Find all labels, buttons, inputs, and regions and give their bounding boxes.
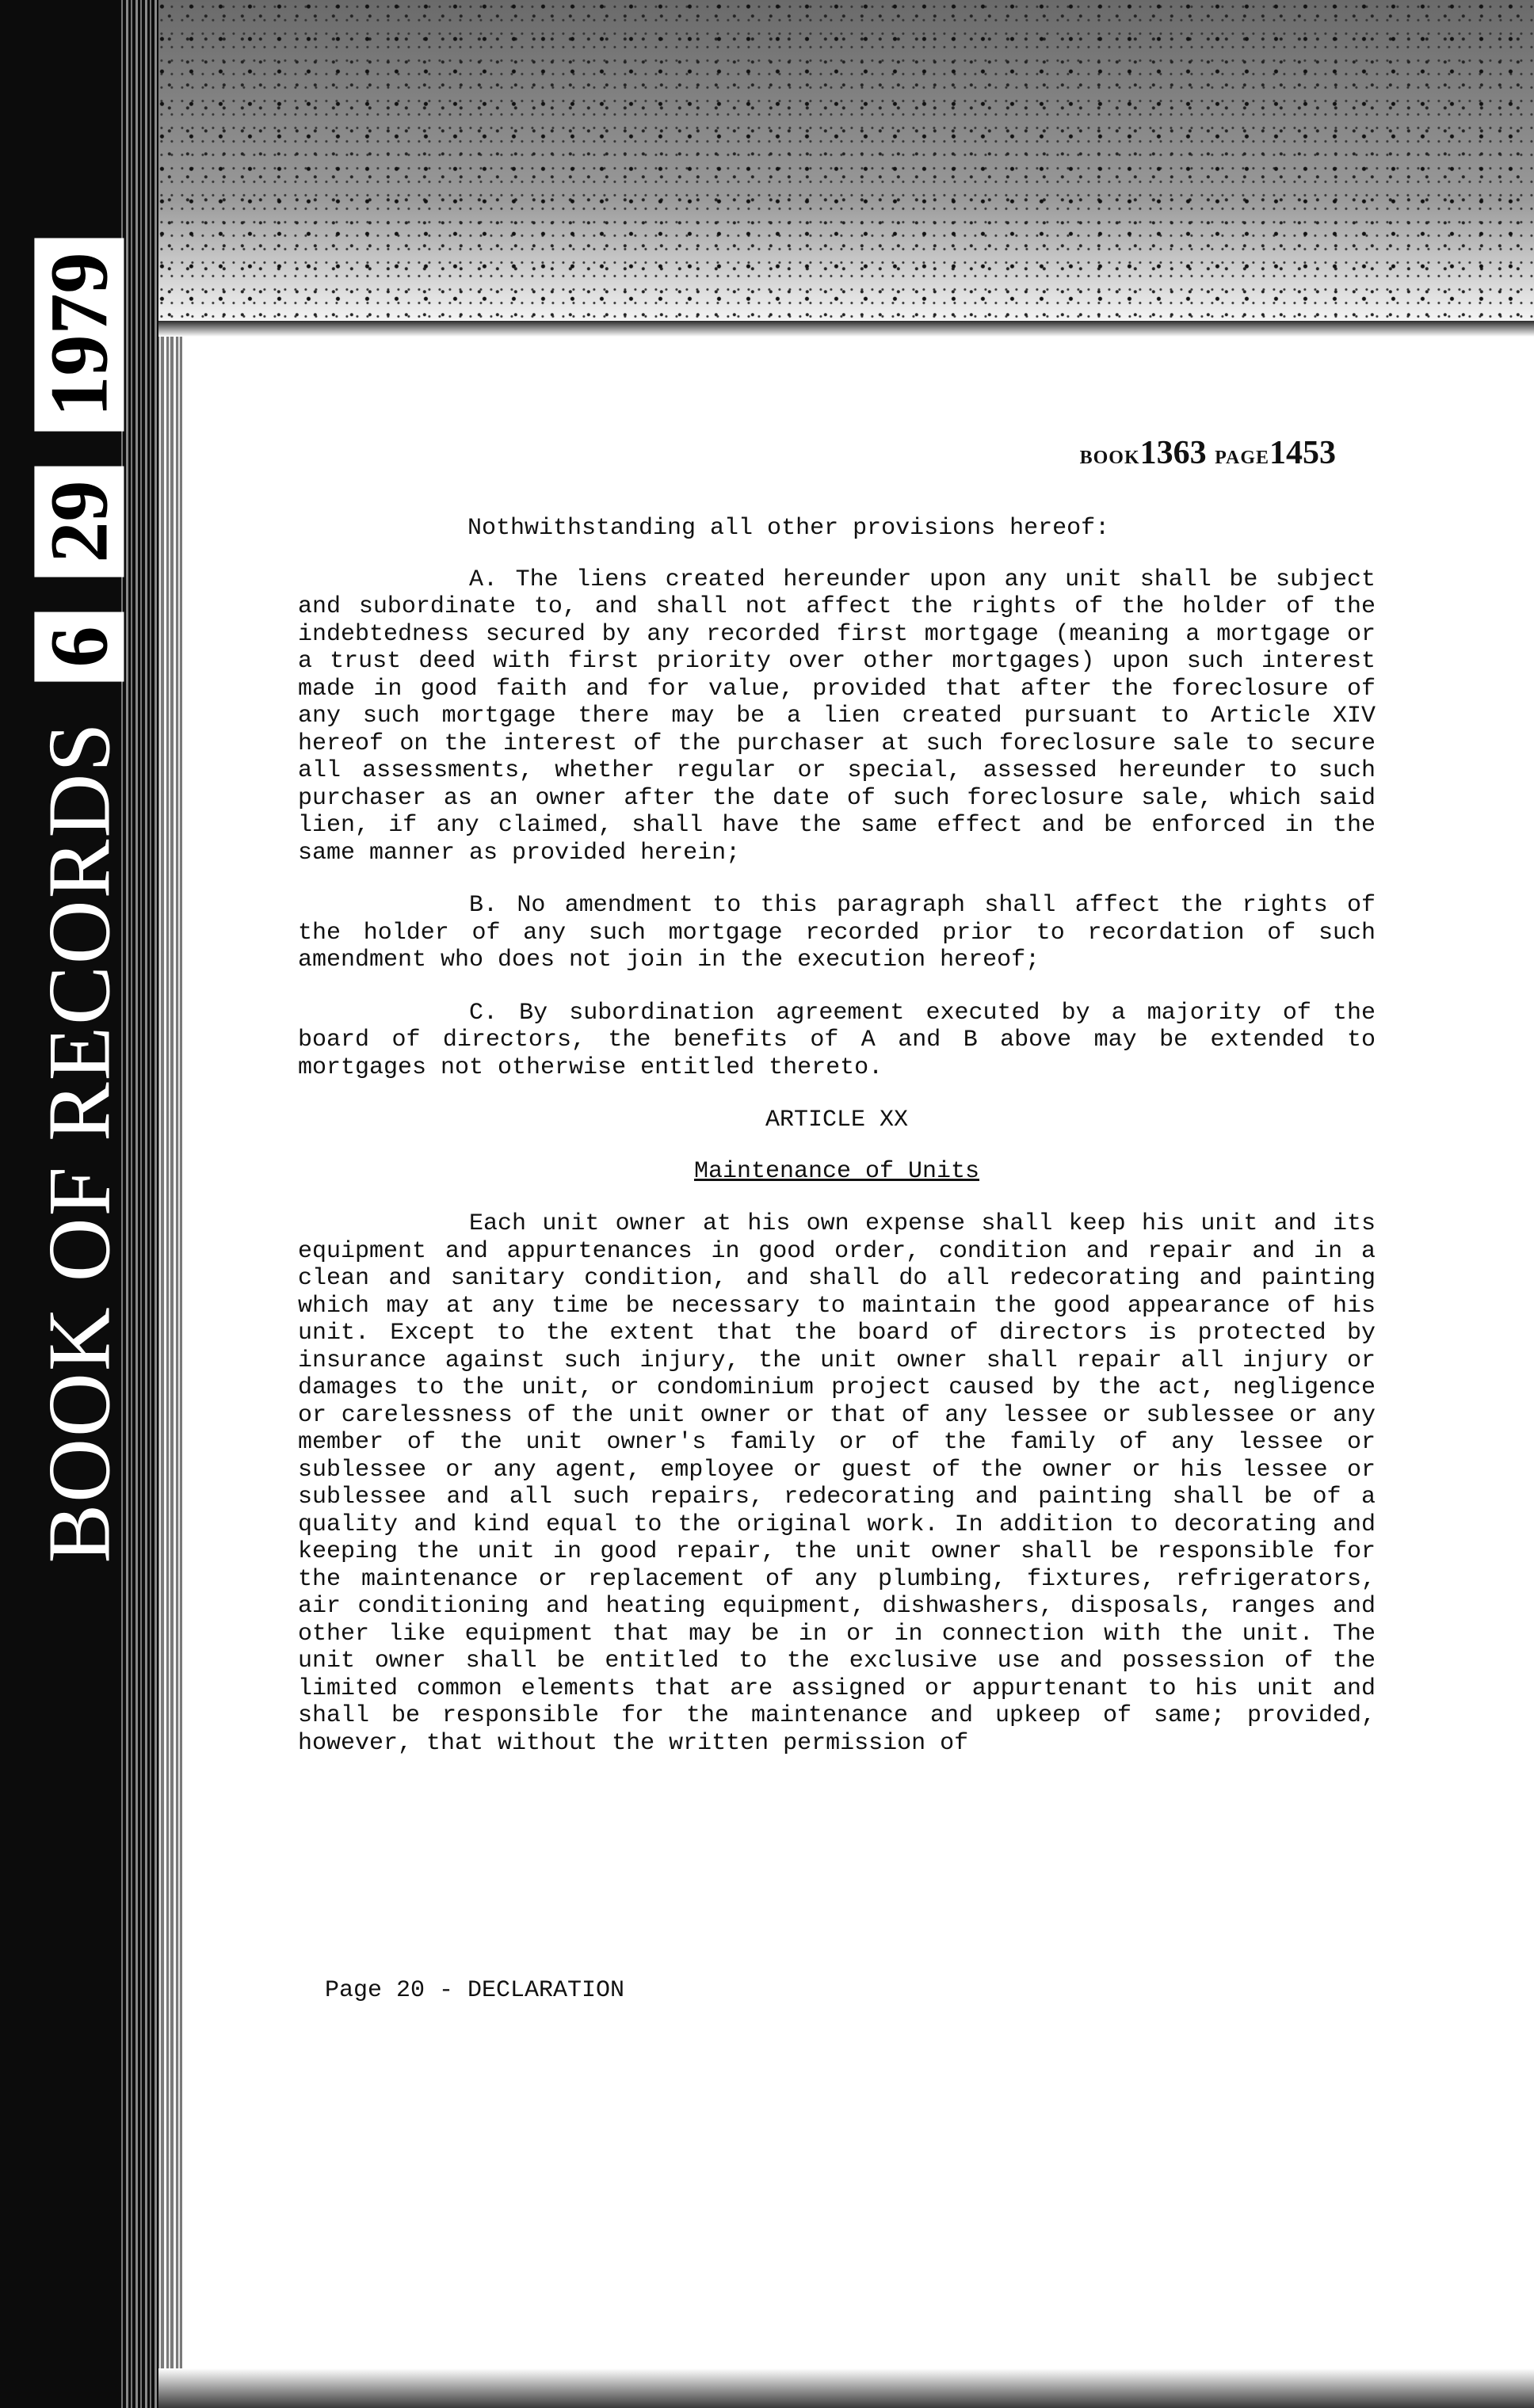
stamp-month: 6 — [34, 612, 124, 681]
page-footer: Page 20 - DECLARATION — [325, 1977, 625, 2004]
document-body — [298, 515, 1376, 1782]
paragraph-a: A. The liens created hereunder upon any unit shall be subject and subordinate to, and shall not affect the rights of the holder of the indebtedness secured by any recorded first mortgage (meaning a mortgage or a trust deed with first priority over other mortgages) upon such interest made in good faith and for value, provided that after the foreclosure of any such mortgage there may be a lien created pursuant to Article XIV hereof on the interest of the purchaser at such foreclosure sale to secure all assessments, whether regular or special, assessed hereunder to such purchaser as an owner after the date of such foreclosure sale, which said lien, if any claimed, shall have the same effect and be enforced in the same manner as provided herein; — [298, 566, 1376, 867]
book-label: BOOK — [1079, 448, 1140, 468]
paragraph-b: B. No amendment to this paragraph shall affect the rights of the holder of any such mortgage recorded prior to recordation of such amendment who does not join in the execution hereof; — [298, 892, 1376, 973]
article-body: Each unit owner at his own expense shall keep his unit and its equipment and appurtenances in good order, condition and repair and in a clean and sanitary condition, and shall do all redecorating and painting which may at any time be necessary to maintain the good appearance of his unit. Except to the extent that the board of directors is protected by insurance against such injury, the unit owner shall repair all injury or damages to the unit, or condominium project caused by the act, negligence or carelessness of the unit owner or that of any lessee or sublessee or any member of the unit owner's family or of the family of any lessee or sublessee or any agent, employee or guest of the owner or his lessee or sublessee and all such repairs, redecorating and painting shall be of a quality and kind equal to the original work. In addition to decorating and keeping the unit in good repair, the unit owner shall be responsible for the maintenance or replacement of any plumbing, fixtures, refrigerators, air conditioning and heating equipment, dishwashers, disposals, ranges and other like equipment that may be in or in connection with the unit. The unit owner shall be entitled to the exclusive use and possession of the limited common elements that are assigned or appurtenant to his unit and shall be responsible for the maintenance and upkeep of same; provided, however, that without the written permission of — [298, 1210, 1376, 1757]
book-page-reference — [1080, 434, 1336, 472]
stamp-day: 29 — [34, 466, 124, 577]
record-strip — [0, 0, 158, 2408]
stamp-year: 1979 — [34, 238, 124, 431]
article-number: ARTICLE XX — [765, 1107, 909, 1134]
scan-noise-top — [158, 0, 1534, 333]
paragraph-c: C. By subordination agreement executed by a majority of the board of directors, the benefits of A and B above may be extended to mortgages not otherwise entitled thereto. — [298, 999, 1376, 1081]
book-number: 1363 — [1139, 435, 1207, 471]
page-number: 1453 — [1269, 435, 1336, 471]
scan-noise-bottom — [158, 2368, 1534, 2408]
strip-scan-noise — [119, 0, 182, 2408]
stamp-title: BOOK OF RECORDS — [30, 721, 128, 1564]
article-title-text: Maintenance of Units — [693, 1157, 980, 1185]
article-title — [298, 1158, 1376, 1186]
recording-stamp — [30, 220, 128, 1585]
scan-edge — [158, 321, 1534, 337]
intro-line: Nothwithstanding all other provisions hereof: — [467, 515, 1110, 542]
page-label: PAGE — [1215, 448, 1269, 468]
